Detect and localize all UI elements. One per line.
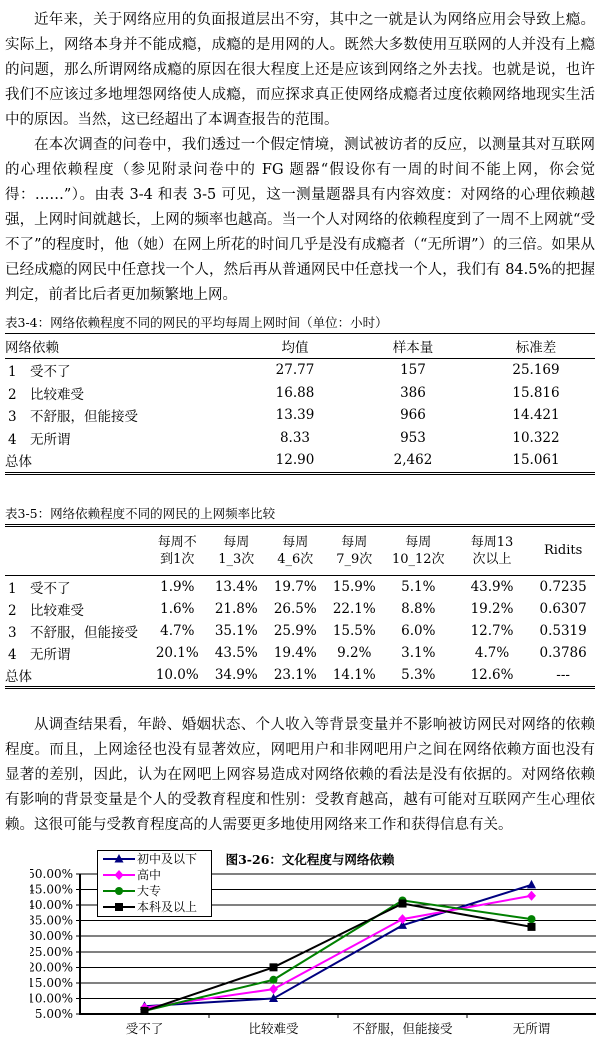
svg-text:30.00%: 30.00% (30, 928, 73, 943)
table-row (5, 620, 595, 642)
education-vs-dependence-chart (30, 844, 600, 1058)
value-cell: 953 (400, 429, 426, 446)
y-axis-labels (30, 867, 73, 1021)
column-header: 每周 7_9次 (325, 525, 384, 575)
blank-header-cell (5, 525, 148, 575)
table-3-5 (5, 524, 595, 689)
value-cell: 19.7% (273, 578, 317, 595)
value-cell: 34.9% (214, 666, 258, 683)
value-cell: 4.7% (474, 644, 510, 661)
value-cell: 25.9% (273, 622, 317, 639)
row-label-cell: 2 比较难受 (8, 386, 84, 403)
paragraph-3: 从调查结果看，年龄、婚姻状态、个人收入等背景变量并不影响被访网民对网络的依赖程度。而且，上网途径也没有显著效应，网吧用户和非网吧用户之间在网络依赖方面也没有显著的差别，因此，认为在网吧上网容易造成对网络依赖的看法是没有依据的。对网络依赖有影响的背景变量是个人的受教育程度和性别：受教育越高，越有可能对互联网产生心理依赖。这很可能与受教育程度高的人需要更多地使用网络来工作和获得信息有关。 (5, 716, 595, 833)
column-header: 样本量 (349, 334, 477, 359)
column-header: 每周13 次以上 (453, 525, 531, 575)
value-cell: 16.88 (275, 384, 315, 401)
value-cell: 22.1% (332, 600, 376, 617)
value-cell: 5.1% (401, 578, 436, 595)
value-cell: 0.3786 (539, 644, 587, 661)
value-cell: 5.3% (401, 666, 436, 683)
row-label-cell: 1 受不了 (8, 580, 71, 597)
column-header: Ridits (531, 525, 595, 575)
table-row (5, 598, 595, 620)
row-label-cell: 4 无所谓 (8, 646, 71, 663)
svg-text:35.00%: 35.00% (30, 913, 73, 928)
value-cell: 14.1% (332, 666, 376, 683)
table-row (5, 427, 595, 450)
value-cell: 13.39 (275, 407, 315, 424)
value-cell: 9.2% (337, 644, 372, 661)
svg-text:无所谓: 无所谓 (512, 1020, 551, 1036)
value-cell: 26.5% (273, 600, 317, 617)
value-cell: 35.1% (214, 622, 258, 639)
paragraph-2: 在本次调查的问卷中，我们透过一个假定情境，测试被访者的反应，以测量其对互联网的心理依赖程度（参见附录问卷中的 FG 题器“假设你有一周的时间不能上网，你会觉得：……”）。由表 3-4 和表 3-5 可见，这一测量题器具有内容效度：对网络的心理依赖越强，上网时间就越长，上网的频率也越高。当一个人对网络的依赖程度到了一周不上网就“受不了”的程度时，他（她）在网上所花的时间几乎是没有成瘾者（“无所谓”）的三倍。如果从已经成瘾的网民中任意找一个人，然后再从普通网民中任意找一个人，我们有 84.5%的把握判定，前者比后者更加频繁地上网。 (5, 137, 595, 303)
value-cell: 12.90 (275, 452, 315, 469)
row-label-cell: 4 无所谓 (8, 431, 71, 448)
value-cell: 10.322 (512, 429, 560, 446)
svg-text:不舒服，但能接受: 不舒服，但能接受 (352, 1020, 453, 1036)
value-cell: 15.061 (512, 452, 560, 469)
value-cell: 12.7% (470, 622, 514, 639)
column-header: 每周 4_6次 (266, 525, 325, 575)
table-3-4-caption: 表3-4：网络依赖程度不同的网民的平均每周上网时间（单位：小时） (5, 315, 388, 330)
value-cell: 0.7235 (539, 578, 587, 595)
value-cell: 15.816 (512, 384, 560, 401)
line-chart-figure (30, 844, 600, 1058)
table-row (5, 404, 595, 427)
table-row (5, 642, 595, 664)
svg-text:比较难受: 比较难受 (248, 1020, 299, 1036)
row-label-cell: 总体 (5, 668, 32, 685)
header-row (5, 525, 595, 575)
row-label-cell: 3 不舒服，但能接受 (8, 624, 138, 641)
value-cell: 386 (400, 384, 426, 401)
value-cell: 8.8% (401, 600, 436, 617)
value-cell: 21.8% (214, 600, 258, 617)
chart-title: 图3-26：文化程度与网络依赖 (225, 851, 395, 867)
row-label-cell: 3 不舒服，但能接受 (8, 409, 138, 426)
value-cell: 3.1% (401, 644, 436, 661)
value-cell: 15.5% (332, 622, 376, 639)
value-cell: 43.9% (470, 578, 514, 595)
column-header: 网络依赖 (5, 334, 241, 359)
table-3-4 (5, 333, 595, 475)
svg-text:5.00%: 5.00% (34, 1006, 73, 1021)
row-label-cell: 1 受不了 (8, 364, 71, 381)
table-row (5, 575, 595, 598)
value-cell: 14.421 (512, 407, 560, 424)
value-cell: 4.7% (160, 622, 195, 639)
svg-text:45.00%: 45.00% (30, 882, 73, 897)
svg-text:初中及以下: 初中及以下 (137, 851, 198, 866)
value-cell: 15.9% (332, 578, 376, 595)
row-label-cell: 总体 (5, 454, 32, 471)
value-cell: 23.1% (273, 666, 317, 683)
table-row (5, 664, 595, 688)
value-cell: 157 (400, 362, 426, 379)
table-row (5, 382, 595, 405)
svg-text:大专: 大专 (137, 883, 162, 898)
legend (98, 850, 212, 916)
row-label-cell: 2 比较难受 (8, 602, 84, 619)
table-3-5-caption: 表3-5：网络依赖程度不同的网民的上网频率比较 (5, 505, 276, 521)
column-header: 均值 (241, 334, 349, 359)
value-cell: 1.9% (160, 578, 195, 595)
svg-text:50.00%: 50.00% (30, 866, 73, 881)
svg-text:20.00%: 20.00% (30, 959, 73, 974)
svg-text:25.00%: 25.00% (30, 944, 73, 959)
value-cell: 43.5% (214, 644, 258, 661)
svg-text:受不了: 受不了 (125, 1020, 164, 1036)
value-cell: 27.77 (275, 362, 315, 379)
value-cell: 8.33 (279, 429, 311, 446)
value-cell: 25.169 (512, 362, 560, 379)
column-header: 每周 1_3次 (207, 525, 266, 575)
value-cell: 19.4% (273, 644, 317, 661)
value-cell: 20.1% (155, 644, 199, 661)
table-row (5, 449, 595, 473)
svg-text:10.00%: 10.00% (30, 990, 73, 1005)
paragraph-1: 近年来，关于网络应用的负面报道层出不穷，其中之一就是认为网络应用会导致上瘾。实际上，网络本身并不能成瘾，成瘾的是用网的人。既然大多数使用互联网的人并没有上瘾的问题，那么所谓网络成瘾的原因在很大程度上还是应该到网络之外去找。也就是说，也许我们不应该过多地埋怨网络使人成瘾，而应探求真正使网络成瘾者过度依赖网络地现实生活中的原因。当然，这已经超出了本调查报告的范围。 (5, 12, 595, 128)
value-cell: 0.5319 (539, 622, 587, 639)
value-cell: 1.6% (160, 600, 195, 617)
value-cell: 10.0% (155, 666, 199, 683)
column-header: 标准差 (477, 334, 595, 359)
value-cell: --- (556, 666, 570, 683)
value-cell: 13.4% (214, 578, 258, 595)
value-cell: 966 (400, 407, 426, 424)
svg-text:15.00%: 15.00% (30, 975, 73, 990)
column-header: 每周 10_12次 (384, 525, 453, 575)
value-cell: 6.0% (401, 622, 436, 639)
svg-text:高中: 高中 (137, 867, 162, 882)
value-cell: 12.6% (470, 666, 514, 683)
column-header: 每周不 到1次 (148, 525, 207, 575)
header-row (5, 334, 595, 359)
value-cell: 2,462 (393, 452, 433, 469)
value-cell: 0.6307 (539, 600, 587, 617)
value-cell: 19.2% (470, 600, 514, 617)
svg-text:40.00%: 40.00% (30, 897, 73, 912)
svg-text:本科及以上: 本科及以上 (137, 899, 198, 914)
x-axis-labels (126, 1021, 551, 1036)
table-row (5, 359, 595, 382)
